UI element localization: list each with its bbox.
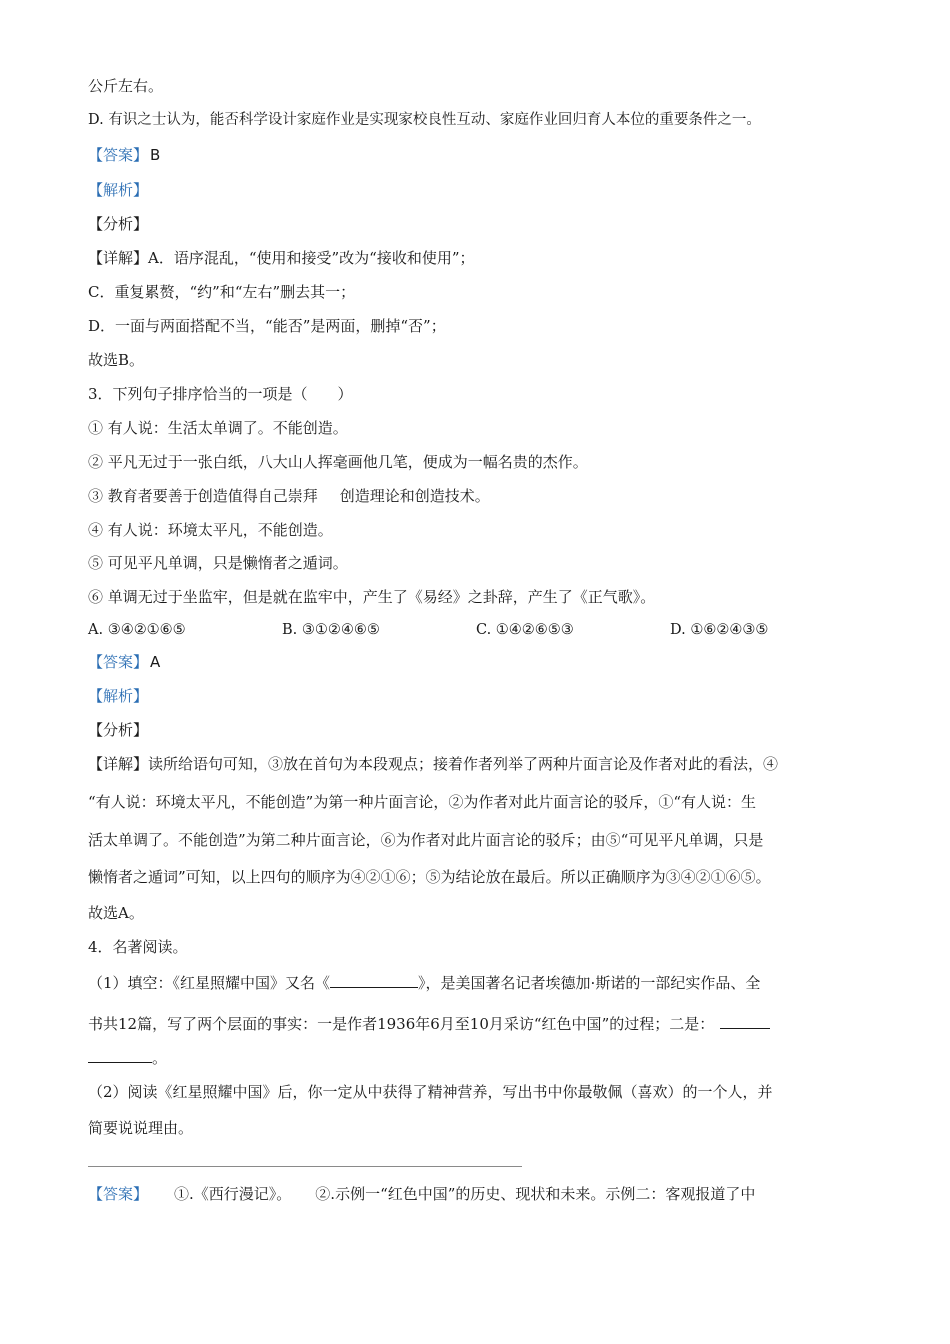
answer-divider xyxy=(88,1166,522,1167)
q2-detail-c: C．重复累赘，“约”和“左右”删去其一； xyxy=(88,283,356,301)
fill-blank xyxy=(720,1013,770,1029)
answer-value: B xyxy=(150,146,161,164)
q4-stem: 4．名著阅读。 xyxy=(88,938,188,956)
fill-blank xyxy=(330,972,418,988)
q3-sentence-6: ⑥ 单调无过于坐监牢，但是就在监牢中，产生了《易经》之卦辞，产生了《正气歌》。 xyxy=(88,588,656,606)
q3-option-c: C. ①④②⑥⑤③ xyxy=(476,622,574,638)
detail-tag: 【详解】 xyxy=(88,249,149,267)
q2-answer xyxy=(88,145,160,165)
q4-part-1-line-2: 书共12篇，写了两个层面的事实：一是作者1936年6月至10月采访“红色中国”的过程；二是： xyxy=(88,1013,770,1034)
q3-option-a: A. ③④②①⑥⑤ xyxy=(88,622,186,638)
answer-tag: 【答案】 xyxy=(88,146,149,164)
answer-tag: 【答案】 xyxy=(88,1185,149,1203)
q3-sentence-5: ⑤ 可见平凡单调，只是懒惰者之遁词。 xyxy=(88,554,348,572)
q3-analysis-tag: 【解析】 xyxy=(88,687,149,705)
q4-part-2-line-1: （2）阅读《红星照耀中国》后，你一定从中获得了精神营养，写出书中你最敬佩（喜欢）的一个人，并 xyxy=(88,1083,773,1101)
q3-option-d: D. ①⑥②④③⑤ xyxy=(670,622,769,638)
q2-detail-a: 【详解】A．语序混乱，“使用和接受”改为“接收和使用”； xyxy=(88,249,475,267)
q3-option-b: B. ③①②④⑥⑤ xyxy=(282,622,380,638)
q3-stem: 3．下列句子排序恰当的一项是（ ） xyxy=(88,385,353,403)
fill-blank xyxy=(88,1047,152,1063)
q2-analysis-tag: 【解析】 xyxy=(88,181,149,199)
q4-answer: 【答案】 ①.《西行漫记》。 ②.示例一“红色中国”的历史、现状和未来。示例二：客观报道了中 xyxy=(88,1185,756,1203)
q3-detail-line-1: 【详解】读所给语句可知，③放在首句为本段观点；接着作者列举了两种片面言论及作者对此的看法，④ xyxy=(88,755,779,773)
q3-detail-line-3: 活太单调了。不能创造”为第二种片面言论，⑥为作者对此片面言论的驳斥；由⑤“可见平凡单调，只是 xyxy=(88,831,764,849)
answer-tag: 【答案】 xyxy=(88,653,149,671)
q3-answer xyxy=(88,652,160,672)
q3-detail-line-2: “有人说：环境太平凡，不能创造”为第一种片面言论，②为作者对此片面言论的驳斥，①“有人说：生 xyxy=(88,793,757,811)
q3-sentence-3: ③ 教育者要善于创造值得自己崇拜 创造理论和创造技术。 xyxy=(88,487,490,505)
q3-detail-line-4: 懒惰者之遁词”可知，以上四句的顺序为④②①⑥；⑤为结论放在最后。所以正确顺序为③④②①⑥⑤。 xyxy=(88,868,771,886)
q3-sentence-1: ① 有人说：生活太单调了。不能创造。 xyxy=(88,419,348,437)
q2-detail-d: D．一面与两面搭配不当，“能否”是两面，删掉“否”； xyxy=(88,317,446,335)
q4-part-1-line-1: （1）填空：《红星照耀中国》又名《 》，是美国著名记者埃德加·斯诺的一部纪实作品、全 xyxy=(88,974,761,992)
q2-option-d: D. 有识之士认为，能否科学设计家庭作业是实现家校良性互动、家庭作业回归育人本位的重要条件之一。 xyxy=(88,112,761,128)
q2-conclusion: 故选B。 xyxy=(88,351,145,369)
q3-sentence-2: ② 平凡无过于一张白纸，八大山人挥毫画他几笔，便成为一幅名贵的杰作。 xyxy=(88,453,588,471)
q3-sentence-4: ④ 有人说：环境太平凡，不能创造。 xyxy=(88,521,333,539)
q3-conclusion: 故选A。 xyxy=(88,904,144,922)
q2-continuation: 公斤左右。 xyxy=(88,77,164,95)
q4-part-1-line-3: 。 xyxy=(88,1047,167,1068)
q3-fenxi: 【分析】 xyxy=(88,721,149,739)
q4-part-2-line-2: 简要说说理由。 xyxy=(88,1119,194,1137)
detail-tag: 【详解】 xyxy=(88,755,149,773)
answer-value: A xyxy=(150,653,161,671)
q2-fenxi: 【分析】 xyxy=(88,215,149,233)
